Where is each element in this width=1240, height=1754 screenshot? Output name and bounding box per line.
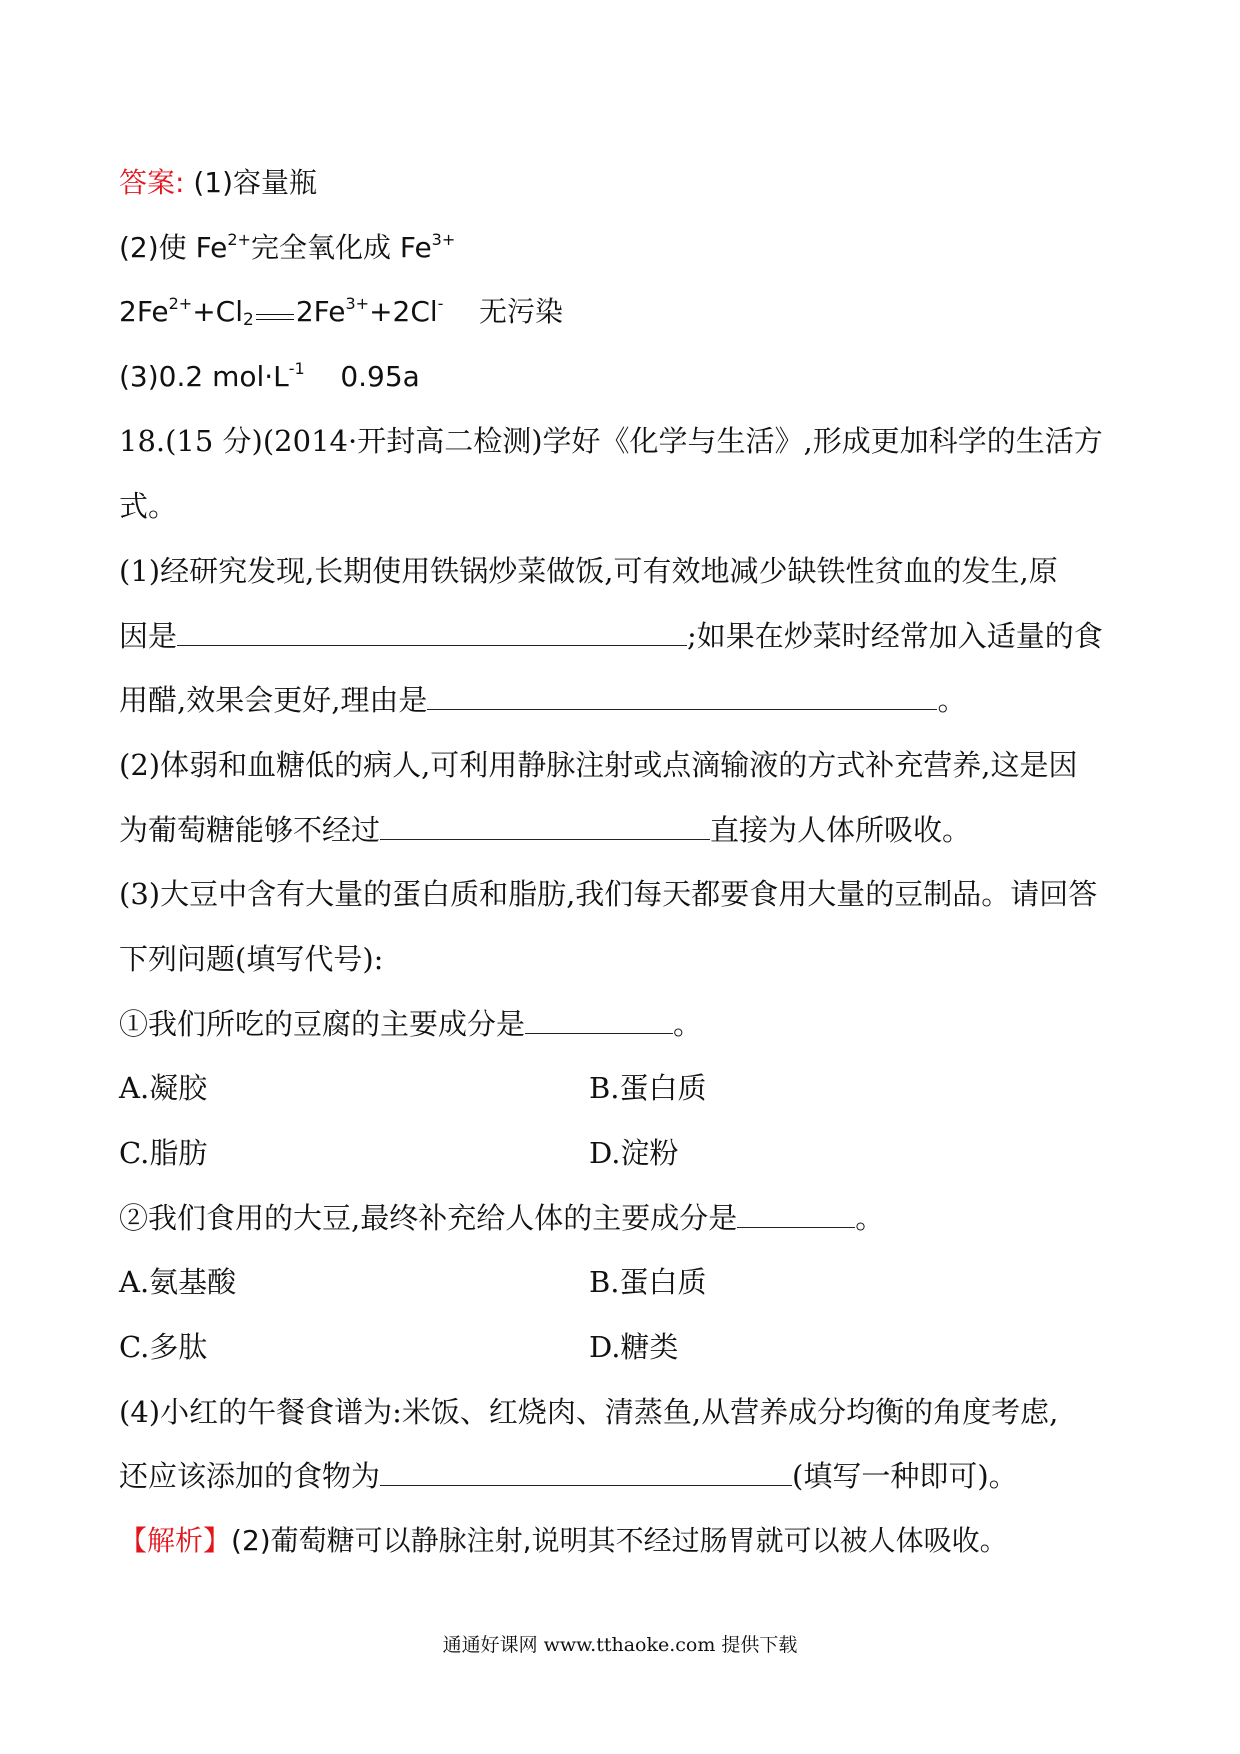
subscript: 2 — [243, 310, 254, 330]
equation-term: +Cl — [192, 295, 244, 328]
option-a: A.氨基酸 — [119, 1265, 237, 1299]
superscript: 2+ — [227, 230, 251, 249]
reaction-equals-sign — [256, 311, 294, 321]
question-part-2-line-1: (2)体弱和血糖低的病人,可利用静脉注射或点滴输液的方式补充营养,这是因 — [119, 748, 1078, 782]
answer-line-1 — [119, 163, 317, 203]
answer-text: (2)使 Fe — [119, 231, 228, 264]
question-text: ;如果在炒菜时经常加入适量的食 — [687, 619, 1103, 653]
answer-blank[interactable] — [177, 619, 687, 646]
answer-line-2 — [119, 228, 455, 268]
superscript: -1 — [288, 359, 305, 378]
answer-label: 答案: — [119, 166, 185, 199]
answer-blank[interactable] — [380, 1459, 792, 1486]
question-text: 直接为人体所吸收。 — [710, 813, 972, 847]
question-part-2-line-2 — [119, 810, 971, 850]
question-text: (填写一种即可)。 — [792, 1459, 1018, 1493]
answer-text: 0.95a — [304, 360, 420, 393]
analysis-label: 【解析】 — [119, 1524, 232, 1557]
question-text: 用醋,效果会更好,理由是 — [119, 683, 428, 717]
answer-text: (3)0.2 mol·L — [119, 360, 289, 393]
question-part-4-line-2 — [119, 1456, 1018, 1496]
answer-text: 完全氧化成 Fe — [250, 231, 432, 264]
answer-blank[interactable] — [737, 1201, 855, 1228]
answer-blank[interactable] — [525, 1007, 673, 1034]
equation-note: 无污染 — [443, 295, 564, 328]
equation-term: +2Cl — [369, 295, 438, 328]
question-text: 因是 — [119, 619, 178, 653]
question-part-4-line-1: (4)小红的午餐食谱为:米饭、红烧肉、清蒸鱼,从营养成分均衡的角度考虑, — [119, 1395, 1059, 1429]
option-a: A.凝胶 — [119, 1071, 208, 1105]
superscript: 3+ — [345, 294, 370, 313]
option-c: C.多肽 — [119, 1330, 208, 1364]
superscript: 3+ — [431, 230, 456, 249]
subquestion-2 — [119, 1198, 884, 1238]
question-part-1-line-2 — [119, 616, 1103, 656]
question-part-3-line-1: (3)大豆中含有大量的蛋白质和脂肪,我们每天都要食用大量的豆制品。请回答 — [119, 877, 1098, 911]
option-b: B.蛋白质 — [589, 1265, 707, 1299]
superscript: 2+ — [168, 294, 193, 313]
answer-equation — [119, 292, 563, 332]
question-part-1-line-3 — [119, 680, 966, 720]
subquestion-2-options-row-1 — [119, 1262, 707, 1302]
question-text: 。 — [673, 1007, 703, 1041]
analysis-line — [119, 1521, 1008, 1561]
subquestion-1-options-row-2 — [119, 1133, 679, 1173]
option-d: D.糖类 — [589, 1330, 679, 1364]
subquestion-1 — [119, 1004, 702, 1044]
answer-blank[interactable] — [380, 813, 710, 840]
question-part-3-line-2: 下列问题(填写代号): — [119, 942, 384, 976]
question-text: ②我们食用的大豆,最终补充给人体的主要成分是 — [119, 1201, 738, 1235]
answer-blank[interactable] — [427, 683, 937, 710]
question-intro-line-2: 式。 — [119, 489, 178, 523]
question-text: 还应该添加的食物为 — [119, 1459, 381, 1493]
subquestion-1-options-row-1 — [119, 1068, 707, 1108]
equation-term: 2Fe — [119, 295, 169, 328]
question-intro-line-1: 18.(15 分)(2014·开封高二检测)学好《化学与生活》,形成更加科学的生活方 — [119, 424, 1103, 458]
option-d: D.淀粉 — [589, 1136, 679, 1170]
superscript: - — [437, 294, 444, 313]
question-part-1-line-1: (1)经研究发现,长期使用铁锅炒菜做饭,可有效地减少缺铁性贫血的发生,原 — [119, 554, 1058, 588]
question-text: 。 — [937, 683, 967, 717]
analysis-text: (2)葡萄糖可以静脉注射,说明其不经过肠胃就可以被人体吸收。 — [231, 1524, 1008, 1557]
page-footer: 通通好课网 www.tthaoke.com 提供下载 — [442, 1634, 798, 1656]
answer-line-4 — [119, 357, 420, 397]
equation-term: 2Fe — [295, 295, 346, 328]
subquestion-2-options-row-2 — [119, 1327, 679, 1367]
answer-part-1: (1)容量瓶 — [193, 166, 318, 199]
question-text: ①我们所吃的豆腐的主要成分是 — [119, 1007, 526, 1041]
option-c: C.脂肪 — [119, 1136, 208, 1170]
option-b: B.蛋白质 — [589, 1071, 707, 1105]
question-text: 。 — [855, 1201, 885, 1235]
question-text: 为葡萄糖能够不经过 — [119, 813, 381, 847]
